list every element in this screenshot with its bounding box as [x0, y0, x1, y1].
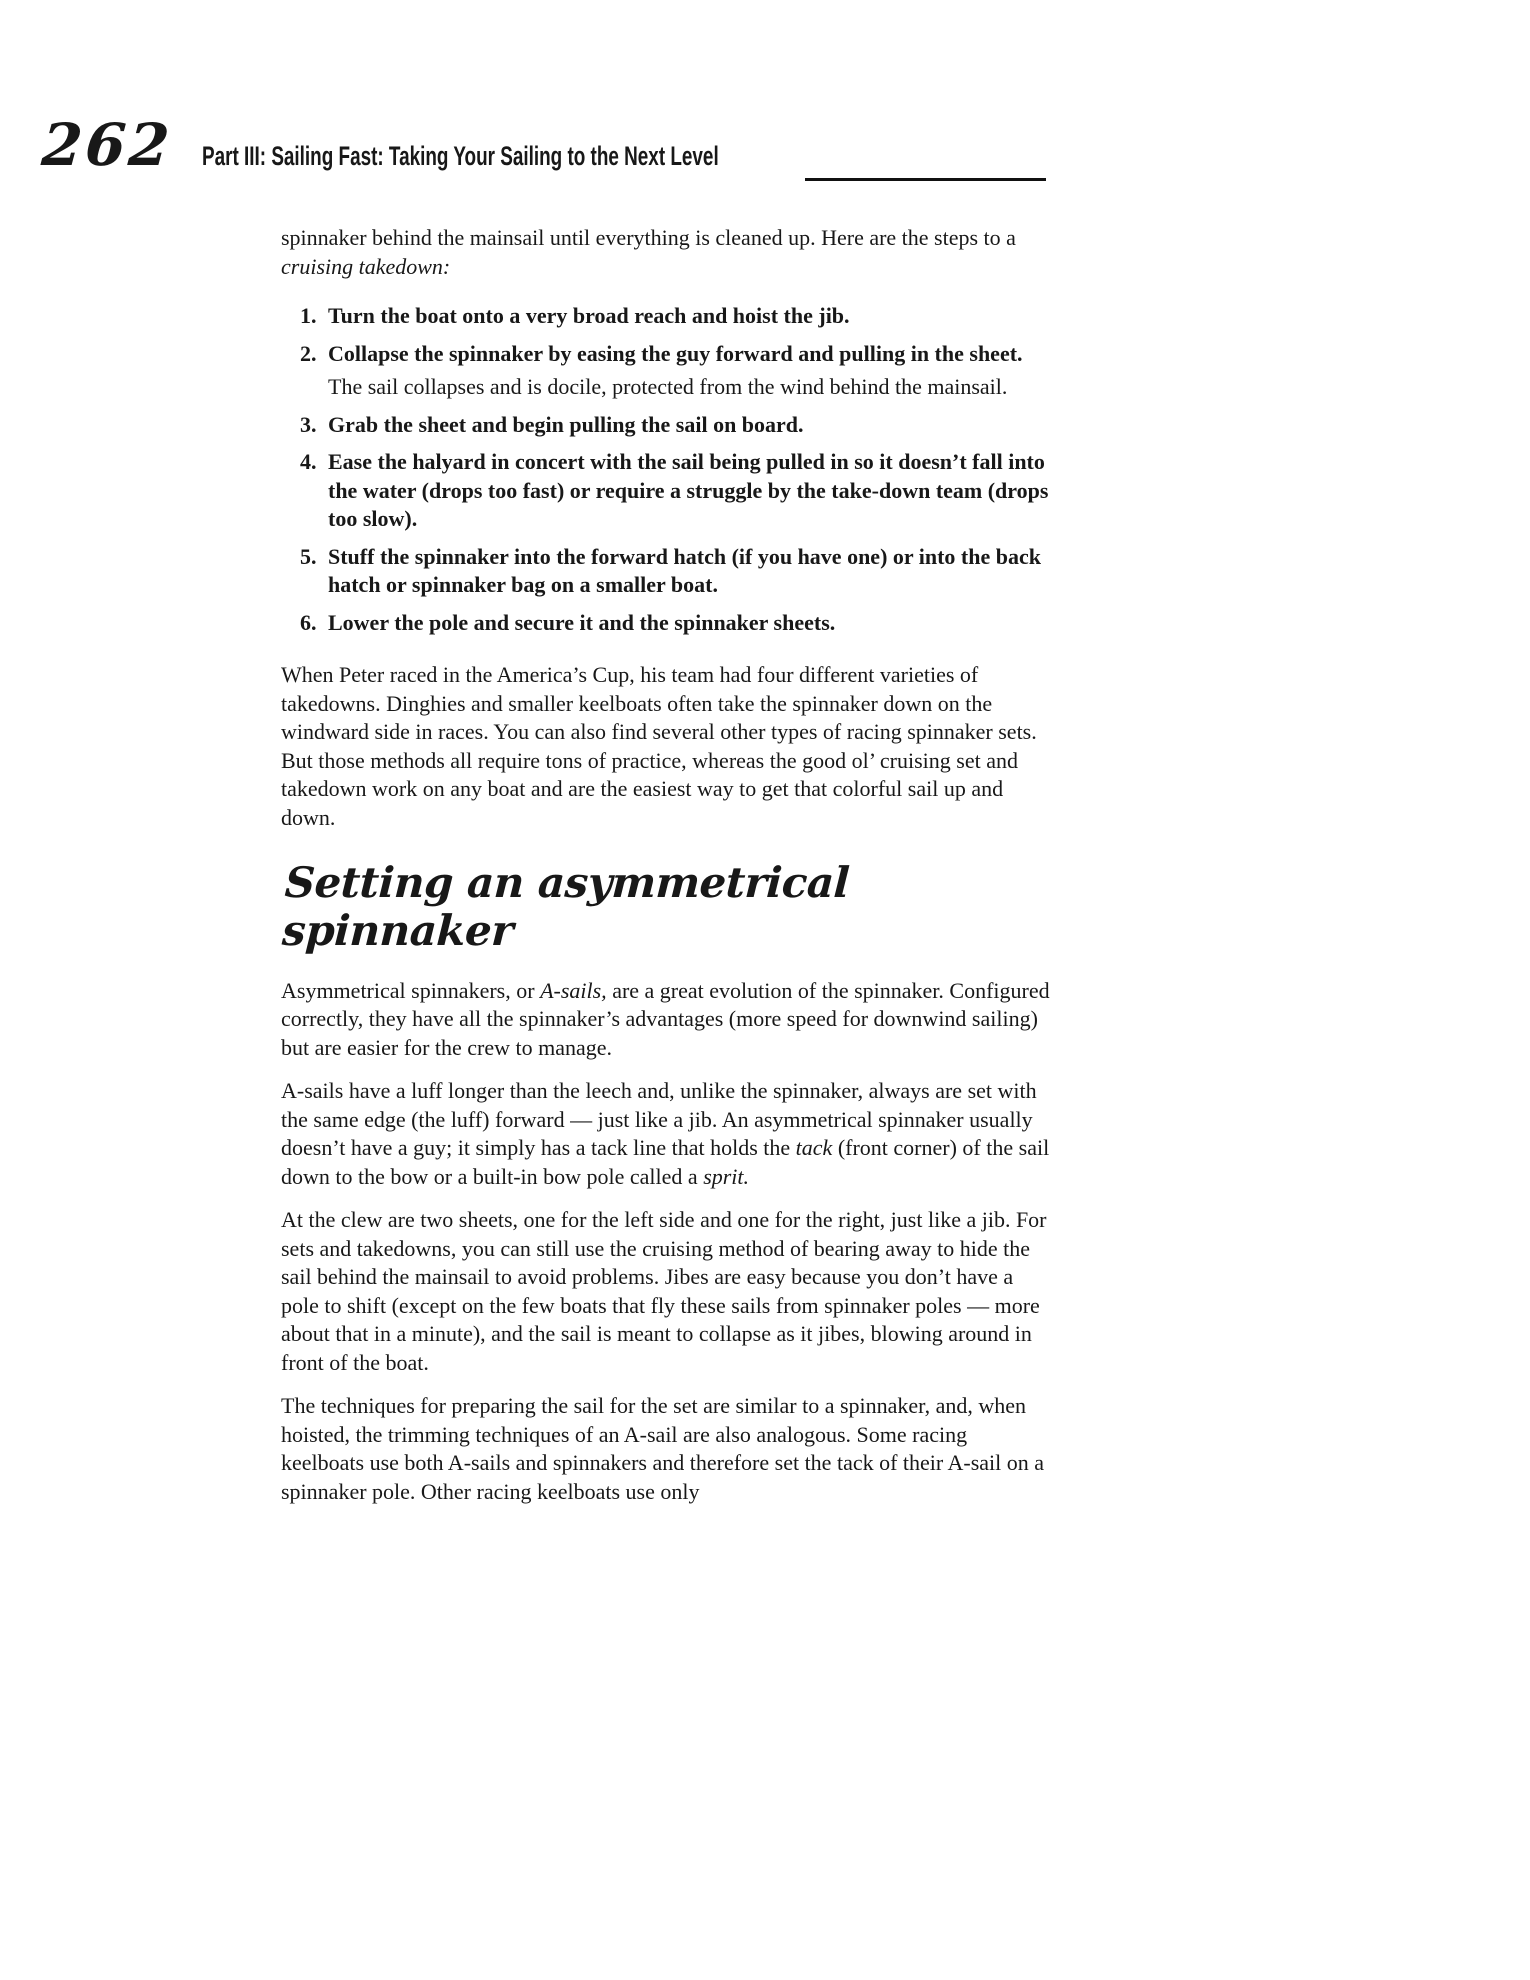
- step-number: 5.: [300, 543, 317, 569]
- text-run: A-sails have a luff longer than the leech and, unlike the spinnaker, always are set with the same edge (the luff) forward — just like a jib. An asymmetrical spinnaker usually doesn’t have a guy; it simply has a tack line that holds the: [281, 1078, 1037, 1161]
- running-header-title: Part III: Sailing Fast: Taking Your Sailing to the Next Level: [202, 141, 719, 171]
- asym-paragraph-1: [281, 977, 1053, 1063]
- running-header-title-wrap: [202, 141, 850, 172]
- intro-paragraph: [281, 224, 1053, 281]
- section-heading: Setting an asymmetrical spinnaker: [281, 858, 851, 956]
- step-item: [281, 609, 1053, 638]
- takedown-paragraph: When Peter raced in the America’s Cup, his team had four different varieties of takedowns. Dinghies and smaller keelboats often take the spinnaker down on the windward side in races. You can also find several other types of racing spinnaker sets. But those methods all require tons of practice, whereas the good ol’ cruising set and takedown work on any boat and are the easiest way to get that colorful sail up and down.: [281, 662, 1037, 830]
- asym-paragraph-2: [281, 1077, 1053, 1191]
- text-run: are a great evolution of the spinnaker. Configured correctly, they have all the spinnaker’s advantages (more speed for downwind sailing) but are easier for the crew to manage.: [281, 977, 1050, 1060]
- step-instruction: Collapse the spinnaker by easing the guy forward and pulling in the sheet.: [328, 340, 1023, 366]
- step-instruction: Grab the sheet and begin pulling the sail on board.: [328, 411, 804, 437]
- step-number: 3.: [300, 411, 317, 437]
- takedown-steps: [281, 302, 1053, 637]
- text-run: (front corner) of the sail down to the bow or a built-in bow pole called a: [281, 1135, 1050, 1189]
- italic-run: sprit.: [703, 1163, 750, 1189]
- step-number: 4.: [300, 449, 317, 474]
- step-instruction: Lower the pole and secure it and the spinnaker sheets.: [328, 609, 836, 635]
- step-note: The sail collapses and is docile, protected from the wind behind the mainsail.: [328, 374, 1008, 399]
- italic-run: A-sails,: [540, 977, 607, 1003]
- step-item: [281, 411, 1053, 440]
- step-instruction: Stuff the spinnaker into the forward hatch (if you have one) or into the back hatch or spinnaker bag on a smaller boat.: [328, 543, 1041, 597]
- step-instruction: Ease the halyard in concert with the sail being pulled in so it doesn’t fall into the water (drops too fast) or require a struggle by the take-down team (drops too slow).: [328, 449, 1049, 531]
- step-instruction: Turn the boat onto a very broad reach and hoist the jib.: [328, 303, 850, 328]
- text-run: spinnaker behind the mainsail until everything is cleaned up. Here are the steps to a: [281, 225, 1016, 250]
- page-number: 262: [39, 111, 175, 179]
- italic-run: tack: [795, 1135, 833, 1161]
- step-number: 6.: [300, 609, 317, 635]
- page-content: [281, 224, 1053, 1521]
- text-run: Asymmetrical spinnakers, or: [281, 977, 541, 1003]
- header-rule: [805, 178, 1046, 181]
- step-item: [281, 543, 1053, 600]
- step-item: [281, 448, 1053, 534]
- running-header: [39, 111, 1046, 179]
- asym-paragraph-4: The techniques for preparing the sail for the set are similar to a spinnaker, and, when hoisted, the trimming techniques of an A-sail are also analogous. Some racing keelboats use both A-sails and spinnakers and therefore set the tack of their A-sail on a spinnaker pole. Other racing keelboats use only: [281, 1393, 1045, 1504]
- step-item: [281, 302, 1053, 331]
- italic-run: cruising takedown:: [281, 253, 451, 279]
- step-number: 1.: [300, 303, 317, 328]
- asym-paragraph-3: At the clew are two sheets, one for the left side and one for the right, just like a jib. For sets and takedowns, you can still use the cruising method of bearing away to hide the sail behind the mainsail to avoid problems. Jibes are easy because you don’t have a pole to shift (except on the few boats that fly these sails from spinnaker poles — more about that in a minute), and the sail is meant to collapse as it jibes, blowing around in front of the boat.: [281, 1207, 1047, 1375]
- step-number: 2.: [300, 340, 317, 366]
- step-item: [281, 340, 1053, 402]
